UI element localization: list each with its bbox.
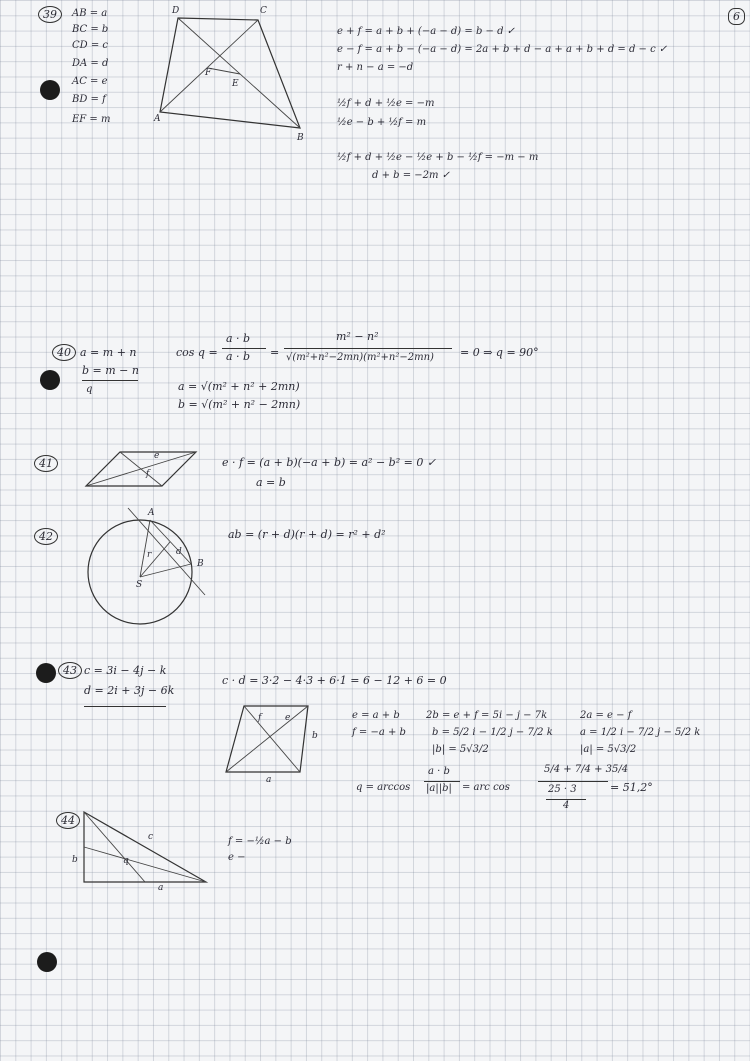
- p43-c-def: c = 3i − 4j − k: [84, 664, 167, 677]
- p42-eq: ab = (r + d)(r + d) = r² + d²: [228, 528, 386, 541]
- p43-label-a: a: [266, 775, 272, 785]
- p40-a-def: a = m + n: [80, 346, 137, 359]
- p40-frac1-num: a · b: [226, 332, 251, 345]
- p42-label-r: r: [147, 550, 152, 560]
- p43-twob: 2b = e + f = 5i − j − 7k: [426, 710, 548, 721]
- point-f: F: [205, 68, 212, 78]
- p44-label-b: b: [72, 855, 78, 865]
- p41-eq: e · f = (a + b)(−a + b) = a² − b² = 0 ✓: [222, 456, 437, 469]
- p39-eq4: ½f + d + ½e = −m: [337, 98, 435, 109]
- def-bd: BD = f: [72, 94, 106, 105]
- p39-eq5: ½e − b + ½f = m: [337, 117, 427, 128]
- p44-label-c: c: [148, 832, 154, 842]
- vertex-a: A: [154, 114, 161, 124]
- p40-frac1-den: a · b: [226, 350, 251, 363]
- p39-eq6: ½f + d + ½e − ½e + b − ½f = −m − m: [337, 152, 539, 163]
- p42-vertex-a: A: [148, 508, 155, 518]
- p43-frac-den: |a||b|: [426, 783, 452, 794]
- p41-cond: a = b: [256, 476, 286, 489]
- problem-42-number: 42: [34, 528, 58, 545]
- p43-b-len: |b| = 5√3/2: [432, 744, 489, 755]
- vertex-c: C: [260, 6, 267, 16]
- p43-q-lhs: q = arccos: [356, 782, 411, 793]
- p43-frac-num: a · b: [428, 766, 450, 777]
- p44-label-a: a: [158, 883, 164, 893]
- problem-40-number: 40: [52, 344, 76, 361]
- p43-label-b: b: [312, 731, 318, 741]
- p39-eq1: e + f = a + b + (−a − d) = b − d ✓: [337, 26, 516, 37]
- p41-label-f: f: [146, 469, 150, 479]
- p41-label-e: e: [154, 451, 160, 461]
- p39-eq7: d + b = −2m ✓: [372, 170, 451, 181]
- p43-a-vec: a = 1/2 i − 7/2 j − 5/2 k: [580, 727, 701, 738]
- p43-b-vec: b = 5/2 i − 1/2 j − 7/2 k: [432, 727, 553, 738]
- p40-q: q: [86, 384, 93, 395]
- point-e: E: [232, 79, 239, 89]
- p43-e-def: e = a + b: [352, 710, 400, 721]
- p43-twoa: 2a = e − f: [580, 710, 632, 721]
- p43-a-len: |a| = 5√3/2: [580, 744, 637, 755]
- def-da: DA = d: [72, 58, 109, 69]
- p39-eq2: e − f = a + b − (−a − d) = 2a + b + d − a + a + b + d = d − c ✓: [337, 44, 668, 55]
- vertex-d: D: [172, 6, 180, 16]
- p44-f-def: f = −½a − b: [228, 836, 292, 847]
- p43-dot: c · d = 3·2 − 4·3 + 6·1 = 6 − 12 + 6 = 0: [222, 674, 447, 687]
- p43-label-f: f: [258, 713, 262, 723]
- p40-frac2-num: m² − n²: [336, 330, 379, 343]
- p43-label-e: e: [285, 713, 291, 723]
- problem-39-number: 39: [38, 6, 62, 23]
- p42-center-s: S: [136, 580, 143, 590]
- problem-41-number: 41: [34, 455, 58, 472]
- p43-f-def: f = −a + b: [352, 727, 406, 738]
- p43-frac2-den2: 4: [563, 800, 570, 811]
- p40-b-len: b = √(m² + n² − 2mn): [178, 398, 301, 411]
- p42-vertex-b: B: [197, 559, 204, 569]
- p43-result: = 51,2°: [610, 781, 653, 794]
- p40-a-len: a = √(m² + n² + 2mn): [178, 380, 300, 393]
- problem-44-number: 44: [56, 812, 80, 829]
- p43-frac2-num: 5/4 + 7/4 + 35/4: [544, 764, 629, 775]
- def-ab: AB = a: [72, 8, 108, 19]
- problem-43-number: 43: [58, 662, 82, 679]
- p40-result: = 0 ⇒ q = 90°: [460, 346, 539, 359]
- p40-cos-lhs: cos q =: [176, 346, 218, 359]
- def-bc: BC = b: [72, 24, 109, 35]
- p39-eq3: r + n − a = −d: [337, 62, 414, 73]
- def-ef: EF = m: [72, 114, 111, 125]
- vertex-b: B: [297, 133, 304, 143]
- p44-label-q: q: [123, 856, 129, 866]
- p40-eq-sign: =: [270, 346, 280, 359]
- p44-e-def: e −: [228, 852, 246, 863]
- p43-frac2-den: 25 · 3: [548, 784, 577, 795]
- p40-b-def: b = m − n: [82, 364, 139, 377]
- def-cd: CD = c: [72, 40, 109, 51]
- p40-frac2-den: √(m²+n²−2mn)(m²+n²−2mn): [286, 352, 434, 363]
- p42-label-d: d: [176, 547, 182, 557]
- p43-d-def: d = 2i + 3j − 6k: [84, 684, 175, 697]
- p43-arc: = arc cos: [462, 782, 510, 793]
- def-ac: AC = e: [72, 76, 108, 87]
- page-number: 6: [728, 8, 745, 25]
